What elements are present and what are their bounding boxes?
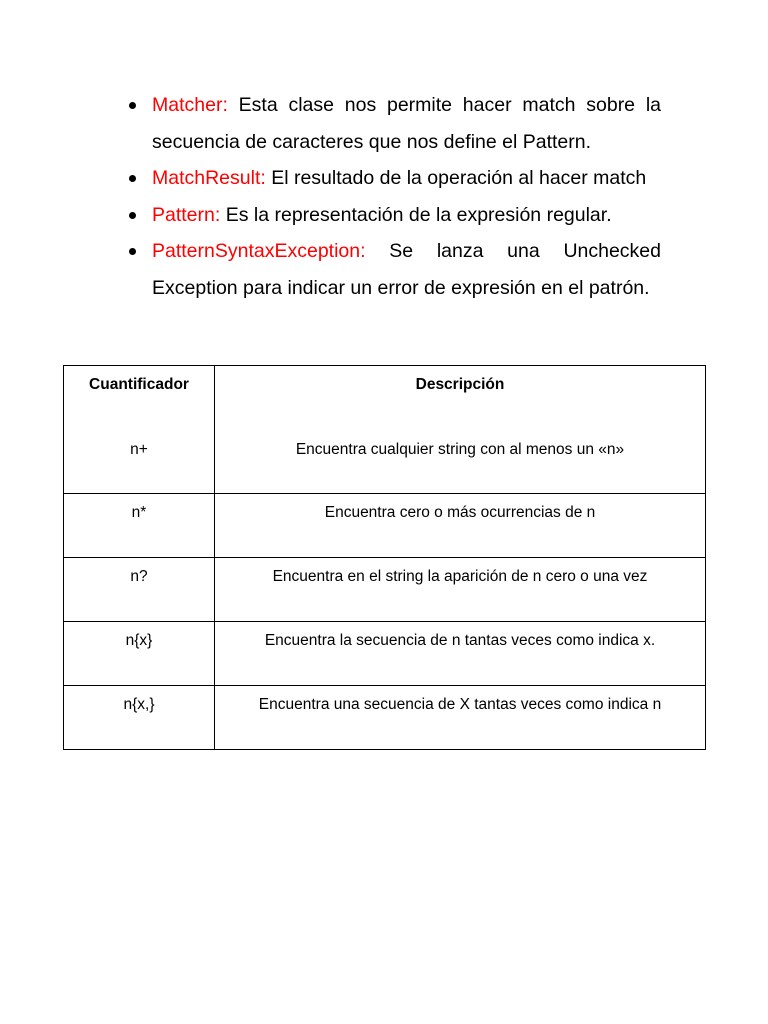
- bullet-dot-icon: [129, 175, 136, 182]
- quantifier-cell: n*: [64, 494, 215, 558]
- bullet-term: PatternSyntaxException:: [152, 240, 366, 262]
- bullet-text: Se lanza una Unchecked Exception para indicar un error de expresión en el patrón.: [152, 240, 661, 299]
- table-row: [64, 558, 706, 622]
- bullet-term: Pattern:: [152, 203, 221, 226]
- quantifier-cell: n{x}: [64, 622, 215, 686]
- header-quantifier: Cuantificador: [89, 376, 189, 393]
- quantifier-table: [63, 365, 706, 750]
- bullet-item-matchresult: [152, 160, 661, 197]
- table-row: [64, 366, 706, 494]
- header-cell-description: [215, 366, 706, 494]
- bullet-text: El resultado de la operación al hacer match: [265, 167, 647, 189]
- description-cell: Encuentra cualquier string con al menos un «n»: [295, 441, 625, 458]
- bullet-term: Matcher:: [152, 94, 228, 116]
- description-cell: Encuentra en el string la aparición de n cero o una vez: [215, 558, 706, 622]
- description-cell: Encuentra una secuencia de X tantas veces como indica n: [215, 686, 706, 750]
- bullet-dot-icon: [129, 248, 136, 255]
- table-row: [64, 622, 706, 686]
- bullet-item-patternsyntaxexception: [152, 233, 661, 306]
- quantifier-cell: n+: [130, 441, 148, 458]
- table-row: [64, 494, 706, 558]
- header-cell-quantifier: [64, 366, 215, 494]
- quantifier-cell: n?: [64, 558, 215, 622]
- header-description: Descripción: [415, 376, 505, 393]
- description-cell: Encuentra cero o más ocurrencias de n: [215, 494, 706, 558]
- quantifier-cell: n{x,}: [64, 686, 215, 750]
- table-row: [64, 686, 706, 750]
- bullet-item-matcher: [152, 87, 661, 160]
- bullet-text: Es la representación de la expresión regular.: [220, 203, 612, 226]
- bullet-item-pattern: [152, 197, 661, 234]
- bullet-list: [152, 87, 661, 306]
- description-cell: Encuentra la secuencia de n tantas veces como indica x.: [215, 622, 706, 686]
- bullet-term: MatchResult:: [152, 167, 266, 189]
- bullet-dot-icon: [129, 102, 136, 109]
- bullet-dot-icon: [129, 212, 136, 219]
- bullet-text: Esta clase nos permite hacer match sobre la secuencia de caracteres que nos define el Pattern.: [152, 94, 661, 153]
